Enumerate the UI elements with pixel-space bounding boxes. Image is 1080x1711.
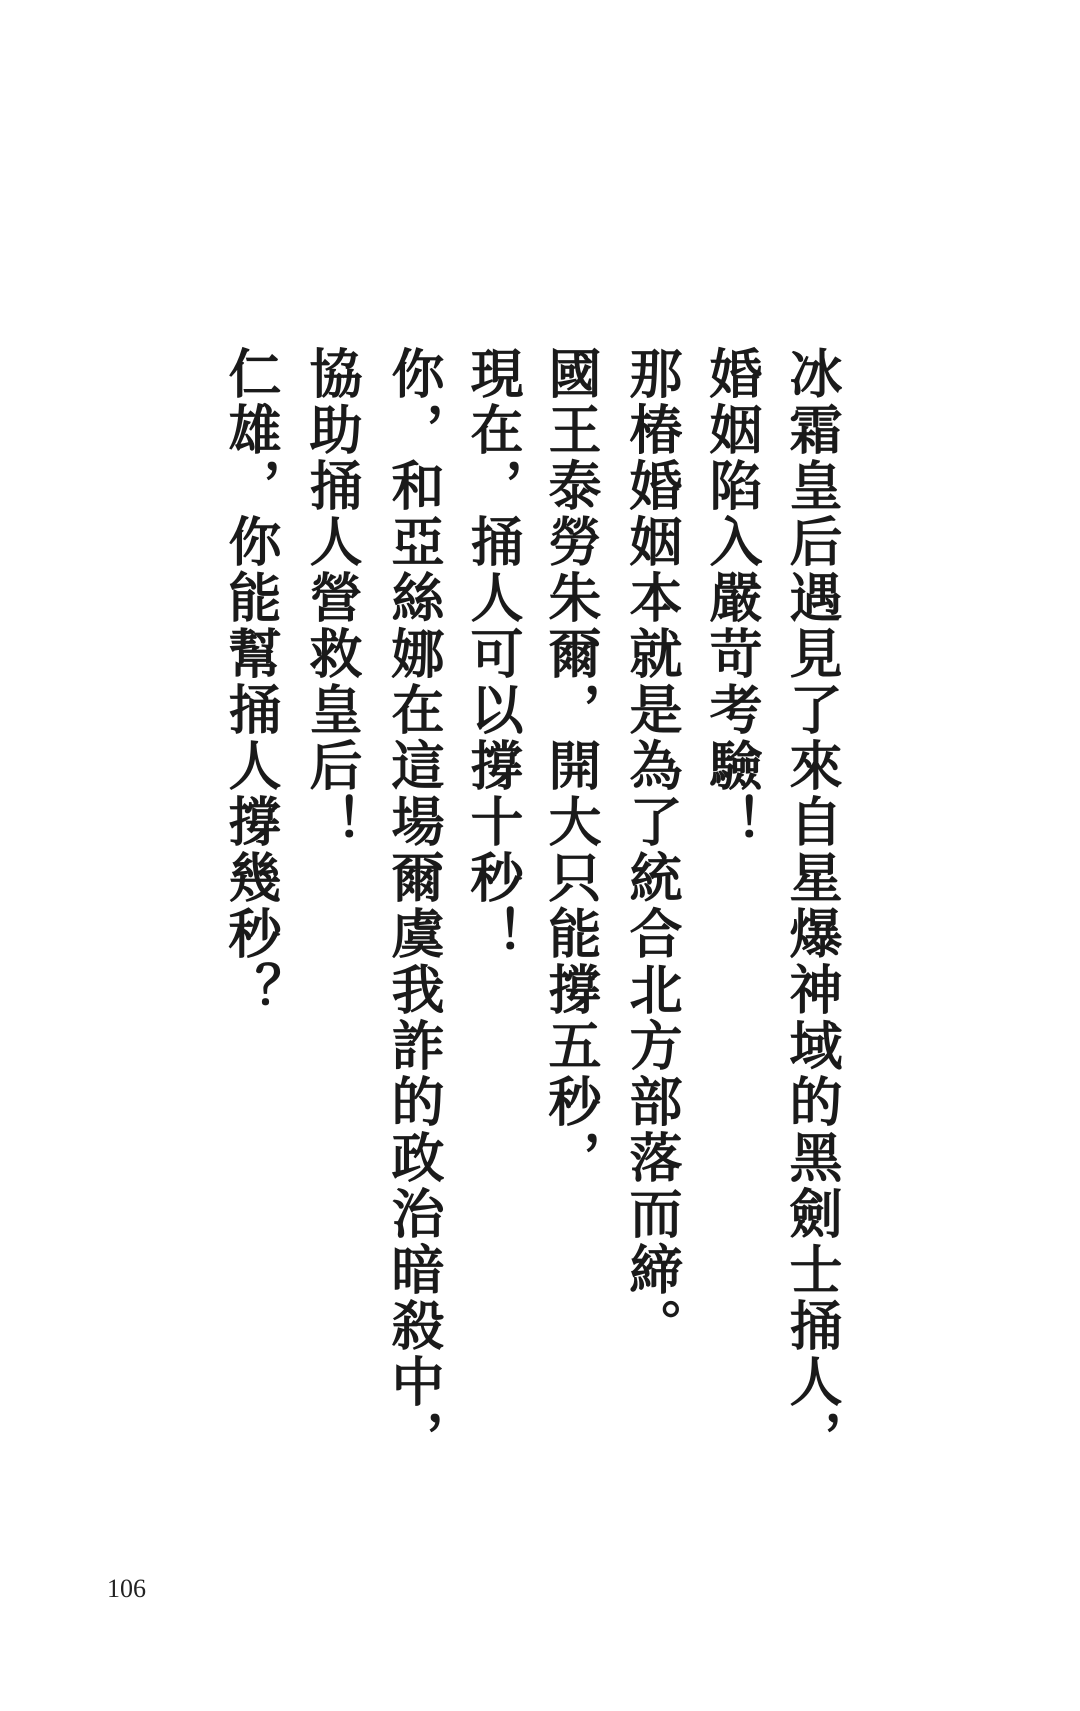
text-column-6: 你，和亞絲娜在這場爾虞我詐的政治暗殺中， [383, 346, 445, 1466]
text-column-4: 國王泰勞朱爾，開大只能撐五秒， [540, 346, 602, 1186]
page-number: 106 [107, 1574, 146, 1603]
text-column-5: 現在，捅人可以撐十秒！ [462, 346, 524, 962]
text-column-2: 婚姻陷入嚴苛考驗！ [701, 346, 763, 850]
text-column-3: 那椿婚姻本就是為了統合北方部落而締。 [621, 346, 683, 1354]
text-column-1: 冰霜皇后遇見了來自星爆神域的黑劍士捅人， [781, 346, 843, 1466]
text-column-7: 協助捅人營救皇后！ [301, 346, 363, 850]
text-column-8: 仁雄，你能幫捅人撐幾秒？ [220, 346, 282, 1018]
